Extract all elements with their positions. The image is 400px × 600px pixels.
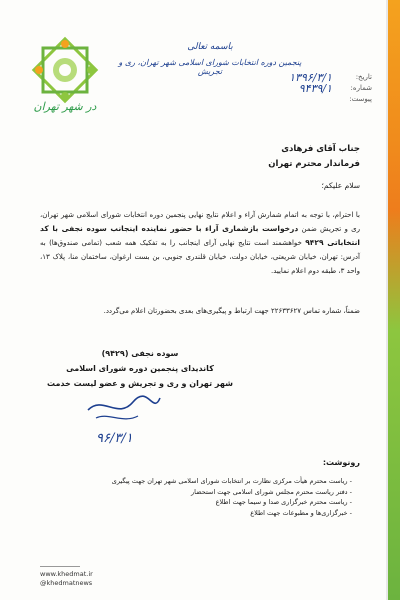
addressee-name: جناب آقای فرهادی	[281, 144, 360, 154]
logo-text: در شهر تهران	[33, 100, 97, 113]
date-value: ۱۳۹۶/۳/۱	[289, 71, 332, 84]
signer-name: سوده نجفی (۹۴۲۹)	[101, 349, 179, 358]
cc-item: - ریاست محترم خبرگزاری صدا و سیما جهت اطلاع	[52, 497, 352, 508]
contact-paragraph: ضمناً، شماره تماس ۲۲۶۳۳۶۲۷ جهت ارتباط و پیگیری‌های بعدی بحضورتان اعلام می‌گردد.	[103, 307, 360, 315]
meta-attachment	[242, 94, 372, 105]
footer	[40, 570, 93, 588]
body-text-2: خواهشمند است نتایج نهایی آرای اینجانب را به تفکیک همه شعب (تمامی صندوق‌ها) به آدرس: تهران، خیابان شریعتی، خیابان دولت، خیابان قلندری جنوبی، بن بست ارغوان، ساختمان منا، پلاک ۱۳، واحد ۳، طبقه دوم اعلام نمایید.	[40, 239, 360, 275]
addressee	[60, 142, 360, 172]
cc-item: - ریاست محترم هیأت مرکزی نظارت بر انتخابات شورای اسلامی شهر تهران جهت پیگیری	[52, 476, 352, 487]
body-text-1: با احترام، با توجه به اتمام شمارش آراء و اعلام نتایج نهایی پنجمین دوره انتخابات شورای اسلامی شهر تهران، ری و تجریش ضمن	[40, 211, 360, 233]
footer-divider	[40, 566, 80, 567]
meta-number	[242, 83, 372, 94]
handwritten-signature	[78, 390, 168, 450]
attachment-label: پیوست:	[349, 95, 372, 103]
footer-url: www.khedmat.ir	[40, 570, 93, 578]
signer-role-1: کاندیدای پنجمین دوره شورای اسلامی	[66, 364, 214, 373]
number-label: شماره:	[350, 84, 372, 92]
number-value: ۹۴۳۹/۱	[298, 82, 332, 95]
addressee-title: فرماندار محترم تهران	[268, 159, 360, 169]
signer-role-2: شهر تهران و ری و تجریش و عضو لیست خدمت	[47, 379, 233, 388]
cc-list	[52, 476, 352, 518]
handwritten-date: ۹۶/۳/۱	[96, 431, 133, 446]
date-label: تاریخ:	[355, 73, 372, 81]
body-paragraph	[40, 208, 360, 278]
footer-handle: @khedmatnews	[40, 579, 93, 587]
khedmat-logo	[10, 32, 120, 142]
cc-title: رونوشت:	[322, 458, 360, 467]
cc-item: - دفتر ریاست محترم مجلس شورای اسلامی جهت استحضار	[52, 487, 352, 498]
body-bold-request: درخواست بازشماری آراء با حضور نماینده اینجانب سوده نجفی با کد انتخاباتی ۹۴۲۹	[40, 224, 361, 247]
basmala: باسمه تعالی	[187, 42, 233, 52]
decorative-stripe	[388, 0, 400, 600]
greeting: سلام علیکم؛	[321, 181, 360, 190]
cc-item: - خبرگزاری‌ها و مطبوعات جهت اطلاع	[52, 508, 352, 519]
council-title: پنجمین دوره انتخابات شورای اسلامی شهر تهران، ری و تجریش	[118, 58, 302, 76]
signature-block	[40, 346, 240, 391]
letter-meta	[242, 72, 372, 105]
